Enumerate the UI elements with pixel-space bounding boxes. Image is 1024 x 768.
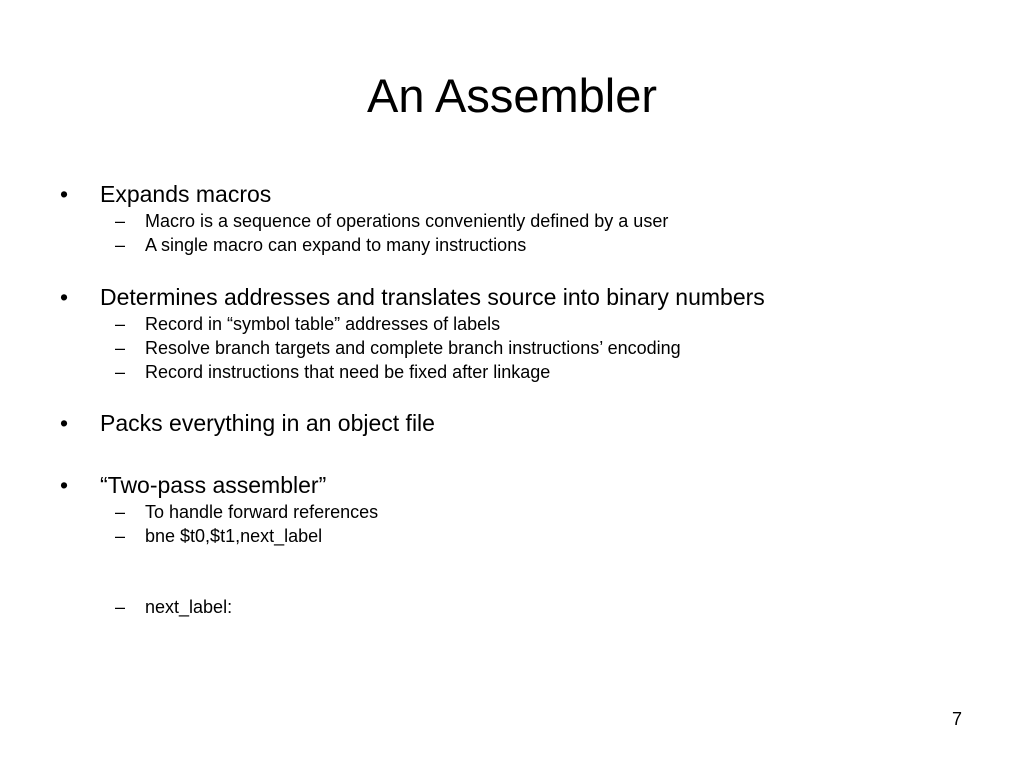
dash-icon: – [115, 502, 126, 522]
sub-bullet-item [0, 525, 1024, 547]
bullet-text: Determines addresses and translates source into binary numbers [100, 284, 765, 310]
sub-bullet-item [0, 337, 1024, 359]
sub-bullet-item [0, 596, 1024, 618]
sub-bullet-text: To handle forward references [145, 502, 379, 522]
dash-icon: – [115, 362, 126, 382]
dash-icon: – [115, 211, 126, 231]
dash-icon: – [115, 597, 126, 617]
sub-bullet-text: Macro is a sequence of operations conveniently defined by a user [145, 211, 669, 231]
dash-icon: – [115, 338, 126, 358]
dash-icon: – [115, 235, 126, 255]
bullet-icon: • [60, 181, 69, 207]
dash-icon: – [115, 314, 126, 334]
bullet-item [0, 409, 1024, 437]
sub-bullet-text: A single macro can expand to many instructions [145, 235, 527, 255]
dash-icon: – [115, 526, 126, 546]
sub-bullet-text: Record instructions that need be fixed after linkage [145, 362, 551, 382]
bullet-item [0, 471, 1024, 499]
bullet-icon: • [60, 472, 69, 498]
bullet-item [0, 283, 1024, 311]
bullet-text: “Two-pass assembler” [100, 472, 327, 498]
sub-bullet-text: bne $t0,$t1,next_label [145, 526, 323, 546]
bullet-text: Expands macros [100, 181, 272, 207]
sub-bullet-item [0, 501, 1024, 523]
sub-bullet-item [0, 234, 1024, 256]
sub-bullet-text: Record in “symbol table” addresses of labels [145, 314, 501, 334]
bullet-text: Packs everything in an object file [100, 410, 435, 436]
sub-bullet-text: Resolve branch targets and complete branch instructions’ encoding [145, 338, 681, 358]
sub-bullet-item [0, 361, 1024, 383]
sub-bullet-item [0, 313, 1024, 335]
sub-bullet-item [0, 210, 1024, 232]
bullet-item [0, 180, 1024, 208]
sub-bullet-text: next_label: [145, 597, 233, 617]
page-number: 7 [951, 709, 962, 729]
bullet-icon: • [60, 410, 69, 436]
slide-title: An Assembler [367, 69, 657, 122]
bullet-icon: • [60, 284, 69, 310]
